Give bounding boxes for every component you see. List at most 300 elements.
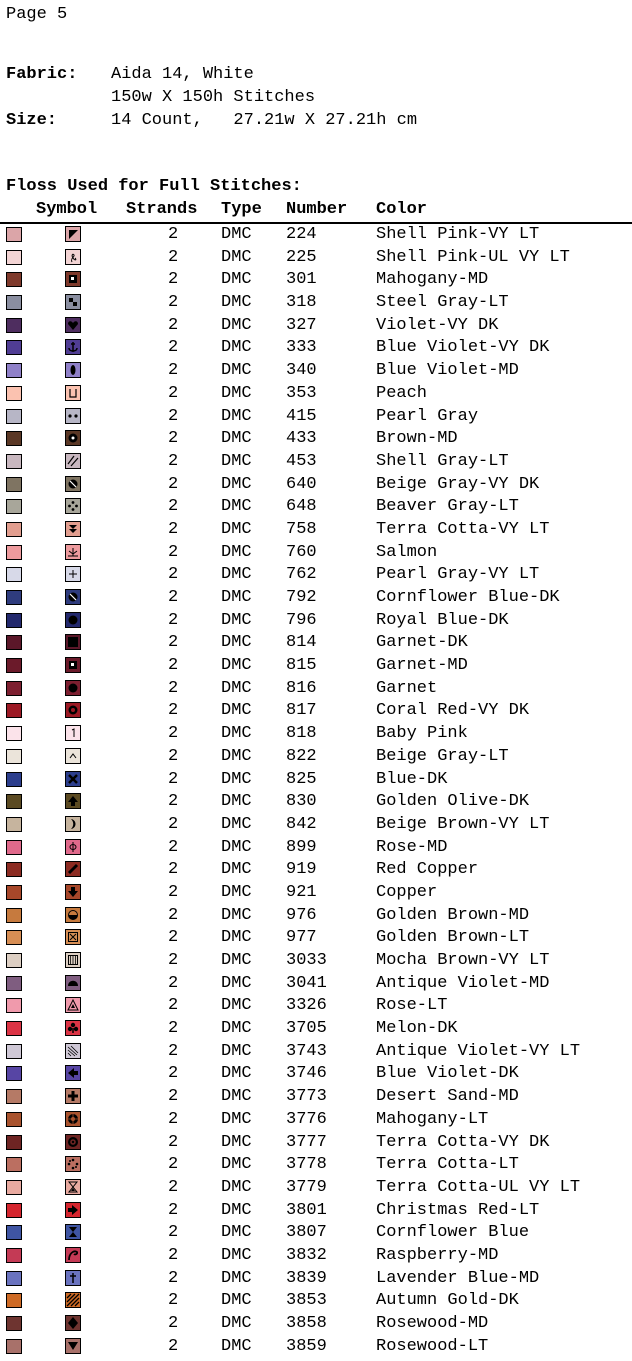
color-name-cell: Garnet-MD [376, 656, 468, 676]
color-swatch [6, 545, 22, 560]
color-name-cell: Pearl Gray [376, 406, 479, 426]
number-cell: 3807 [286, 1223, 327, 1243]
color-name-cell: Cornflower Blue [376, 1223, 530, 1243]
number-cell: 3859 [286, 1336, 327, 1356]
four-dots-icon [65, 498, 81, 514]
type-cell: DMC [221, 588, 252, 607]
color-name-cell: Copper [376, 882, 438, 902]
sparkle-icon [65, 1156, 81, 1172]
number-cell: 433 [286, 429, 317, 449]
table-row [0, 1063, 632, 1086]
table-row [0, 383, 632, 406]
number-cell: 3779 [286, 1177, 327, 1197]
strands-cell: 2 [168, 792, 179, 812]
boxed-x-icon [65, 929, 81, 945]
number-cell: 818 [286, 724, 317, 744]
strands-cell: 2 [168, 293, 179, 313]
color-name-cell: Autumn Gold-DK [376, 1291, 519, 1311]
type-cell: DMC [221, 746, 252, 766]
strands-cell: 2 [168, 1064, 179, 1084]
table-row [0, 723, 632, 746]
color-name-cell: Cornflower Blue-DK [376, 588, 560, 607]
number-cell: 333 [286, 338, 317, 358]
color-swatch [6, 726, 22, 741]
crescent-icon [65, 816, 81, 832]
table-row [0, 791, 632, 814]
strands-cell: 2 [168, 588, 179, 607]
strands-cell: 2 [168, 928, 179, 948]
color-swatch [6, 409, 22, 424]
type-cell: DMC [221, 429, 252, 449]
color-swatch [6, 1044, 22, 1059]
color-swatch [6, 1089, 22, 1104]
oval-icon [65, 362, 81, 378]
table-row [0, 1018, 632, 1041]
circle-slash-icon [65, 476, 81, 492]
cursive-b-icon [65, 249, 81, 265]
plus-icon [65, 566, 81, 582]
color-name-cell: Beige Gray-LT [376, 746, 509, 766]
strands-cell: 2 [168, 406, 179, 426]
color-name-cell: Steel Gray-LT [376, 293, 509, 313]
gear-icon [65, 1111, 81, 1127]
number-cell: 648 [286, 497, 317, 517]
caret-icon [65, 748, 81, 764]
triangle-outline-icon [65, 997, 81, 1013]
type-cell: DMC [221, 474, 252, 494]
table-row [0, 224, 632, 247]
numeral-one-icon [65, 725, 81, 741]
color-swatch [6, 1180, 22, 1195]
type-cell: DMC [221, 1336, 252, 1356]
type-cell: DMC [221, 293, 252, 313]
color-swatch [6, 477, 22, 492]
table-row [0, 360, 632, 383]
bowtie-icon [65, 1224, 81, 1240]
number-cell: 3705 [286, 1019, 327, 1039]
table-row [0, 859, 632, 882]
strands-cell: 2 [168, 225, 179, 244]
color-name-cell: Golden Brown-LT [376, 928, 530, 948]
table-row [0, 1109, 632, 1132]
table-row [0, 292, 632, 315]
color-name-cell: Rosewood-LT [376, 1336, 489, 1356]
type-cell: DMC [221, 383, 252, 403]
strands-cell: 2 [168, 1268, 179, 1288]
strands-cell: 2 [168, 724, 179, 744]
color-swatch [6, 635, 22, 650]
number-cell: 3853 [286, 1291, 327, 1311]
type-cell: DMC [221, 1109, 252, 1129]
type-cell: DMC [221, 1268, 252, 1288]
table-row [0, 995, 632, 1018]
color-name-cell: Beige Gray-VY DK [376, 474, 540, 494]
color-name-cell: Mahogany-MD [376, 270, 489, 290]
color-name-cell: Beaver Gray-LT [376, 497, 519, 517]
number-cell: 977 [286, 928, 317, 948]
type-cell: DMC [221, 792, 252, 812]
color-swatch [6, 454, 22, 469]
color-name-cell: Christmas Red-LT [376, 1200, 540, 1220]
filled-circle-icon [65, 612, 81, 628]
size-row [6, 111, 417, 131]
table-row [0, 814, 632, 837]
color-swatch [6, 1135, 22, 1150]
u-shape-icon [65, 385, 81, 401]
color-swatch [6, 885, 22, 900]
table-row [0, 315, 632, 338]
table-row [0, 542, 632, 565]
strands-cell: 2 [168, 769, 179, 789]
color-name-cell: Violet-VY DK [376, 315, 499, 335]
color-swatch [6, 953, 22, 968]
hollow-dot-icon [65, 1134, 81, 1150]
number-cell: 640 [286, 474, 317, 494]
table-row [0, 1200, 632, 1223]
number-cell: 3326 [286, 996, 327, 1016]
number-cell: 453 [286, 451, 317, 471]
strands-cell: 2 [168, 996, 179, 1016]
strands-cell: 2 [168, 315, 179, 335]
anchor-icon [65, 339, 81, 355]
strands-cell: 2 [168, 1245, 179, 1265]
color-swatch [6, 930, 22, 945]
type-cell: DMC [221, 814, 252, 834]
table-row [0, 247, 632, 270]
arrow-left-icon [65, 1065, 81, 1081]
table-row [0, 678, 632, 701]
strands-cell: 2 [168, 951, 179, 970]
number-cell: 822 [286, 746, 317, 766]
color-swatch [6, 227, 22, 242]
color-swatch [6, 363, 22, 378]
type-cell: DMC [221, 1155, 252, 1175]
table-row [0, 973, 632, 996]
table-row [0, 428, 632, 451]
color-swatch [6, 908, 22, 923]
fabric-value: Aida 14, White [111, 65, 254, 84]
strands-cell: 2 [168, 1314, 179, 1333]
type-cell: DMC [221, 497, 252, 517]
strands-cell: 2 [168, 451, 179, 471]
table-row [0, 1245, 632, 1268]
number-cell: 3743 [286, 1041, 327, 1061]
table-row [0, 882, 632, 905]
color-name-cell: Blue-DK [376, 769, 448, 789]
circle-slash-icon [65, 589, 81, 605]
arrow-down-icon [65, 884, 81, 900]
color-name-cell: Raspberry-MD [376, 1245, 499, 1265]
table-row [0, 700, 632, 723]
type-cell: DMC [221, 338, 252, 358]
color-swatch [6, 794, 22, 809]
number-cell: 3858 [286, 1314, 327, 1333]
strands-cell: 2 [168, 474, 179, 494]
number-cell: 815 [286, 656, 317, 676]
color-name-cell: Royal Blue-DK [376, 610, 509, 630]
strands-cell: 2 [168, 837, 179, 857]
strands-cell: 2 [168, 633, 179, 653]
strands-cell: 2 [168, 429, 179, 449]
number-cell: 318 [286, 293, 317, 313]
number-cell: 3778 [286, 1155, 327, 1175]
number-cell: 3777 [286, 1132, 327, 1152]
type-cell: DMC [221, 837, 252, 857]
heart-icon [65, 317, 81, 333]
number-cell: 842 [286, 814, 317, 834]
color-swatch [6, 1316, 22, 1331]
color-name-cell: Peach [376, 383, 428, 403]
type-cell: DMC [221, 973, 252, 993]
section-title: Floss Used for Full Stitches: [6, 177, 302, 196]
color-name-cell: Blue Violet-MD [376, 361, 519, 381]
color-swatch [6, 703, 22, 718]
color-name-cell: Shell Pink-UL VY LT [376, 247, 570, 267]
color-swatch [6, 567, 22, 582]
fabric-row [6, 65, 254, 85]
number-cell: 327 [286, 315, 317, 335]
dome-icon [65, 975, 81, 991]
page-number: Page 5 [6, 5, 68, 24]
table-row [0, 1222, 632, 1245]
color-swatch [6, 1339, 22, 1354]
type-cell: DMC [221, 565, 252, 585]
plant-icon [65, 544, 81, 560]
number-cell: 225 [286, 247, 317, 267]
color-name-cell: Pearl Gray-VY LT [376, 565, 540, 585]
number-cell: 3839 [286, 1268, 327, 1288]
strands-cell: 2 [168, 270, 179, 290]
color-name-cell: Baby Pink [376, 724, 468, 744]
dots-icon [65, 408, 81, 424]
color-swatch [6, 681, 22, 696]
strands-cell: 2 [168, 1200, 179, 1220]
diamond-icon [65, 1315, 81, 1331]
type-cell: DMC [221, 882, 252, 902]
table-row [0, 587, 632, 610]
type-cell: DMC [221, 1291, 252, 1311]
triangles-icon [65, 521, 81, 537]
table-row [0, 519, 632, 542]
color-swatch [6, 1203, 22, 1218]
phi-icon [65, 839, 81, 855]
type-cell: DMC [221, 1223, 252, 1243]
table-row [0, 1268, 632, 1291]
strands-cell: 2 [168, 656, 179, 676]
arrow-right-icon [65, 1202, 81, 1218]
type-cell: DMC [221, 1245, 252, 1265]
filled-square-icon [65, 634, 81, 650]
number-cell: 796 [286, 610, 317, 630]
triangle-down-icon [65, 1338, 81, 1354]
color-swatch [6, 340, 22, 355]
color-name-cell: Antique Violet-MD [376, 973, 550, 993]
color-swatch [6, 1293, 22, 1308]
type-cell: DMC [221, 1177, 252, 1197]
club-icon [65, 1020, 81, 1036]
square-dot-icon [65, 657, 81, 673]
table-row [0, 837, 632, 860]
table-row [0, 655, 632, 678]
type-cell: DMC [221, 270, 252, 290]
color-name-cell: Brown-MD [376, 429, 458, 449]
color-name-cell: Terra Cotta-UL VY LT [376, 1177, 581, 1197]
type-cell: DMC [221, 1064, 252, 1084]
type-cell: DMC [221, 951, 252, 970]
strands-cell: 2 [168, 1336, 179, 1356]
color-name-cell: Terra Cotta-LT [376, 1155, 519, 1175]
type-cell: DMC [221, 1019, 252, 1039]
color-name-cell: Mahogany-LT [376, 1109, 489, 1129]
table-row [0, 610, 632, 633]
number-cell: 760 [286, 542, 317, 562]
strands-cell: 2 [168, 247, 179, 267]
fabric-label: Fabric: [6, 65, 78, 84]
strands-cell: 2 [168, 905, 179, 925]
fan-lines-icon [65, 1043, 81, 1059]
color-swatch [6, 499, 22, 514]
strands-cell: 2 [168, 1155, 179, 1175]
header-number: Number [286, 200, 348, 219]
type-cell: DMC [221, 996, 252, 1016]
table-row [0, 1336, 632, 1359]
color-name-cell: Salmon [376, 542, 438, 562]
color-swatch [6, 772, 22, 787]
color-name-cell: Garnet-DK [376, 633, 468, 653]
table-row [0, 1041, 632, 1064]
strands-cell: 2 [168, 338, 179, 358]
type-cell: DMC [221, 315, 252, 335]
strands-cell: 2 [168, 1041, 179, 1061]
strands-cell: 2 [168, 383, 179, 403]
color-name-cell: Golden Olive-DK [376, 792, 530, 812]
color-name-cell: Melon-DK [376, 1019, 458, 1039]
color-swatch [6, 1157, 22, 1172]
number-cell: 762 [286, 565, 317, 585]
header-type: Type [221, 200, 262, 219]
header-strands: Strands [126, 200, 198, 219]
dagger-icon [65, 1270, 81, 1286]
strands-cell: 2 [168, 701, 179, 721]
strands-cell: 2 [168, 814, 179, 834]
color-name-cell: Golden Brown-MD [376, 905, 530, 925]
color-name-cell: Beige Brown-VY LT [376, 814, 550, 834]
type-cell: DMC [221, 928, 252, 948]
table-row [0, 1154, 632, 1177]
hourglass-icon [65, 1179, 81, 1195]
color-name-cell: Terra Cotta-VY LT [376, 519, 550, 539]
color-name-cell: Lavender Blue-MD [376, 1268, 540, 1288]
number-cell: 830 [286, 792, 317, 812]
color-swatch [6, 1271, 22, 1286]
color-swatch [6, 862, 22, 877]
color-swatch [6, 522, 22, 537]
square-dot-icon [65, 271, 81, 287]
color-name-cell: Desert Sand-MD [376, 1087, 519, 1107]
type-cell: DMC [221, 656, 252, 676]
color-swatch [6, 613, 22, 628]
filled-circle-icon [65, 680, 81, 696]
strands-cell: 2 [168, 610, 179, 630]
strands-cell: 2 [168, 1132, 179, 1152]
color-swatch [6, 318, 22, 333]
strands-cell: 2 [168, 361, 179, 381]
table-row [0, 1177, 632, 1200]
flower-icon [65, 430, 81, 446]
color-swatch [6, 749, 22, 764]
number-cell: 340 [286, 361, 317, 381]
color-swatch [6, 590, 22, 605]
number-cell: 3801 [286, 1200, 327, 1220]
type-cell: DMC [221, 1087, 252, 1107]
color-swatch [6, 386, 22, 401]
strands-cell: 2 [168, 1291, 179, 1311]
number-cell: 3041 [286, 973, 327, 993]
strands-cell: 2 [168, 565, 179, 585]
number-cell: 353 [286, 383, 317, 403]
floss-table [0, 224, 632, 1358]
number-cell: 816 [286, 678, 317, 698]
table-row [0, 451, 632, 474]
type-cell: DMC [221, 519, 252, 539]
diagonal-bar-icon [65, 861, 81, 877]
table-row [0, 632, 632, 655]
number-cell: 3832 [286, 1245, 327, 1265]
color-name-cell: Mocha Brown-VY LT [376, 951, 550, 970]
strands-cell: 2 [168, 746, 179, 766]
number-cell: 792 [286, 588, 317, 607]
table-row [0, 496, 632, 519]
strands-cell: 2 [168, 882, 179, 902]
table-row [0, 474, 632, 497]
type-cell: DMC [221, 451, 252, 471]
type-cell: DMC [221, 678, 252, 698]
color-name-cell: Blue Violet-VY DK [376, 338, 550, 358]
arrow-up-icon [65, 793, 81, 809]
color-name-cell: Terra Cotta-VY DK [376, 1132, 550, 1152]
flag-icon [65, 226, 81, 242]
hatched-box-icon [65, 952, 81, 968]
color-swatch [6, 1021, 22, 1036]
color-swatch [6, 250, 22, 265]
type-cell: DMC [221, 610, 252, 630]
table-row [0, 337, 632, 360]
color-swatch [6, 840, 22, 855]
header-symbol: Symbol [36, 200, 98, 219]
table-row [0, 769, 632, 792]
type-cell: DMC [221, 701, 252, 721]
table-row [0, 269, 632, 292]
number-cell: 817 [286, 701, 317, 721]
color-swatch [6, 1225, 22, 1240]
strands-cell: 2 [168, 1109, 179, 1129]
color-swatch [6, 817, 22, 832]
table-row [0, 746, 632, 769]
color-name-cell: Coral Red-VY DK [376, 701, 530, 721]
header-color: Color [376, 200, 428, 219]
strands-cell: 2 [168, 1177, 179, 1197]
color-swatch [6, 272, 22, 287]
type-cell: DMC [221, 1132, 252, 1152]
stripes-icon [65, 1292, 81, 1308]
fabric-stitches: 150w X 150h Stitches [111, 88, 316, 107]
color-swatch [6, 658, 22, 673]
type-cell: DMC [221, 860, 252, 880]
number-cell: 224 [286, 225, 317, 244]
type-cell: DMC [221, 905, 252, 925]
color-name-cell: Rosewood-MD [376, 1314, 489, 1333]
type-cell: DMC [221, 361, 252, 381]
